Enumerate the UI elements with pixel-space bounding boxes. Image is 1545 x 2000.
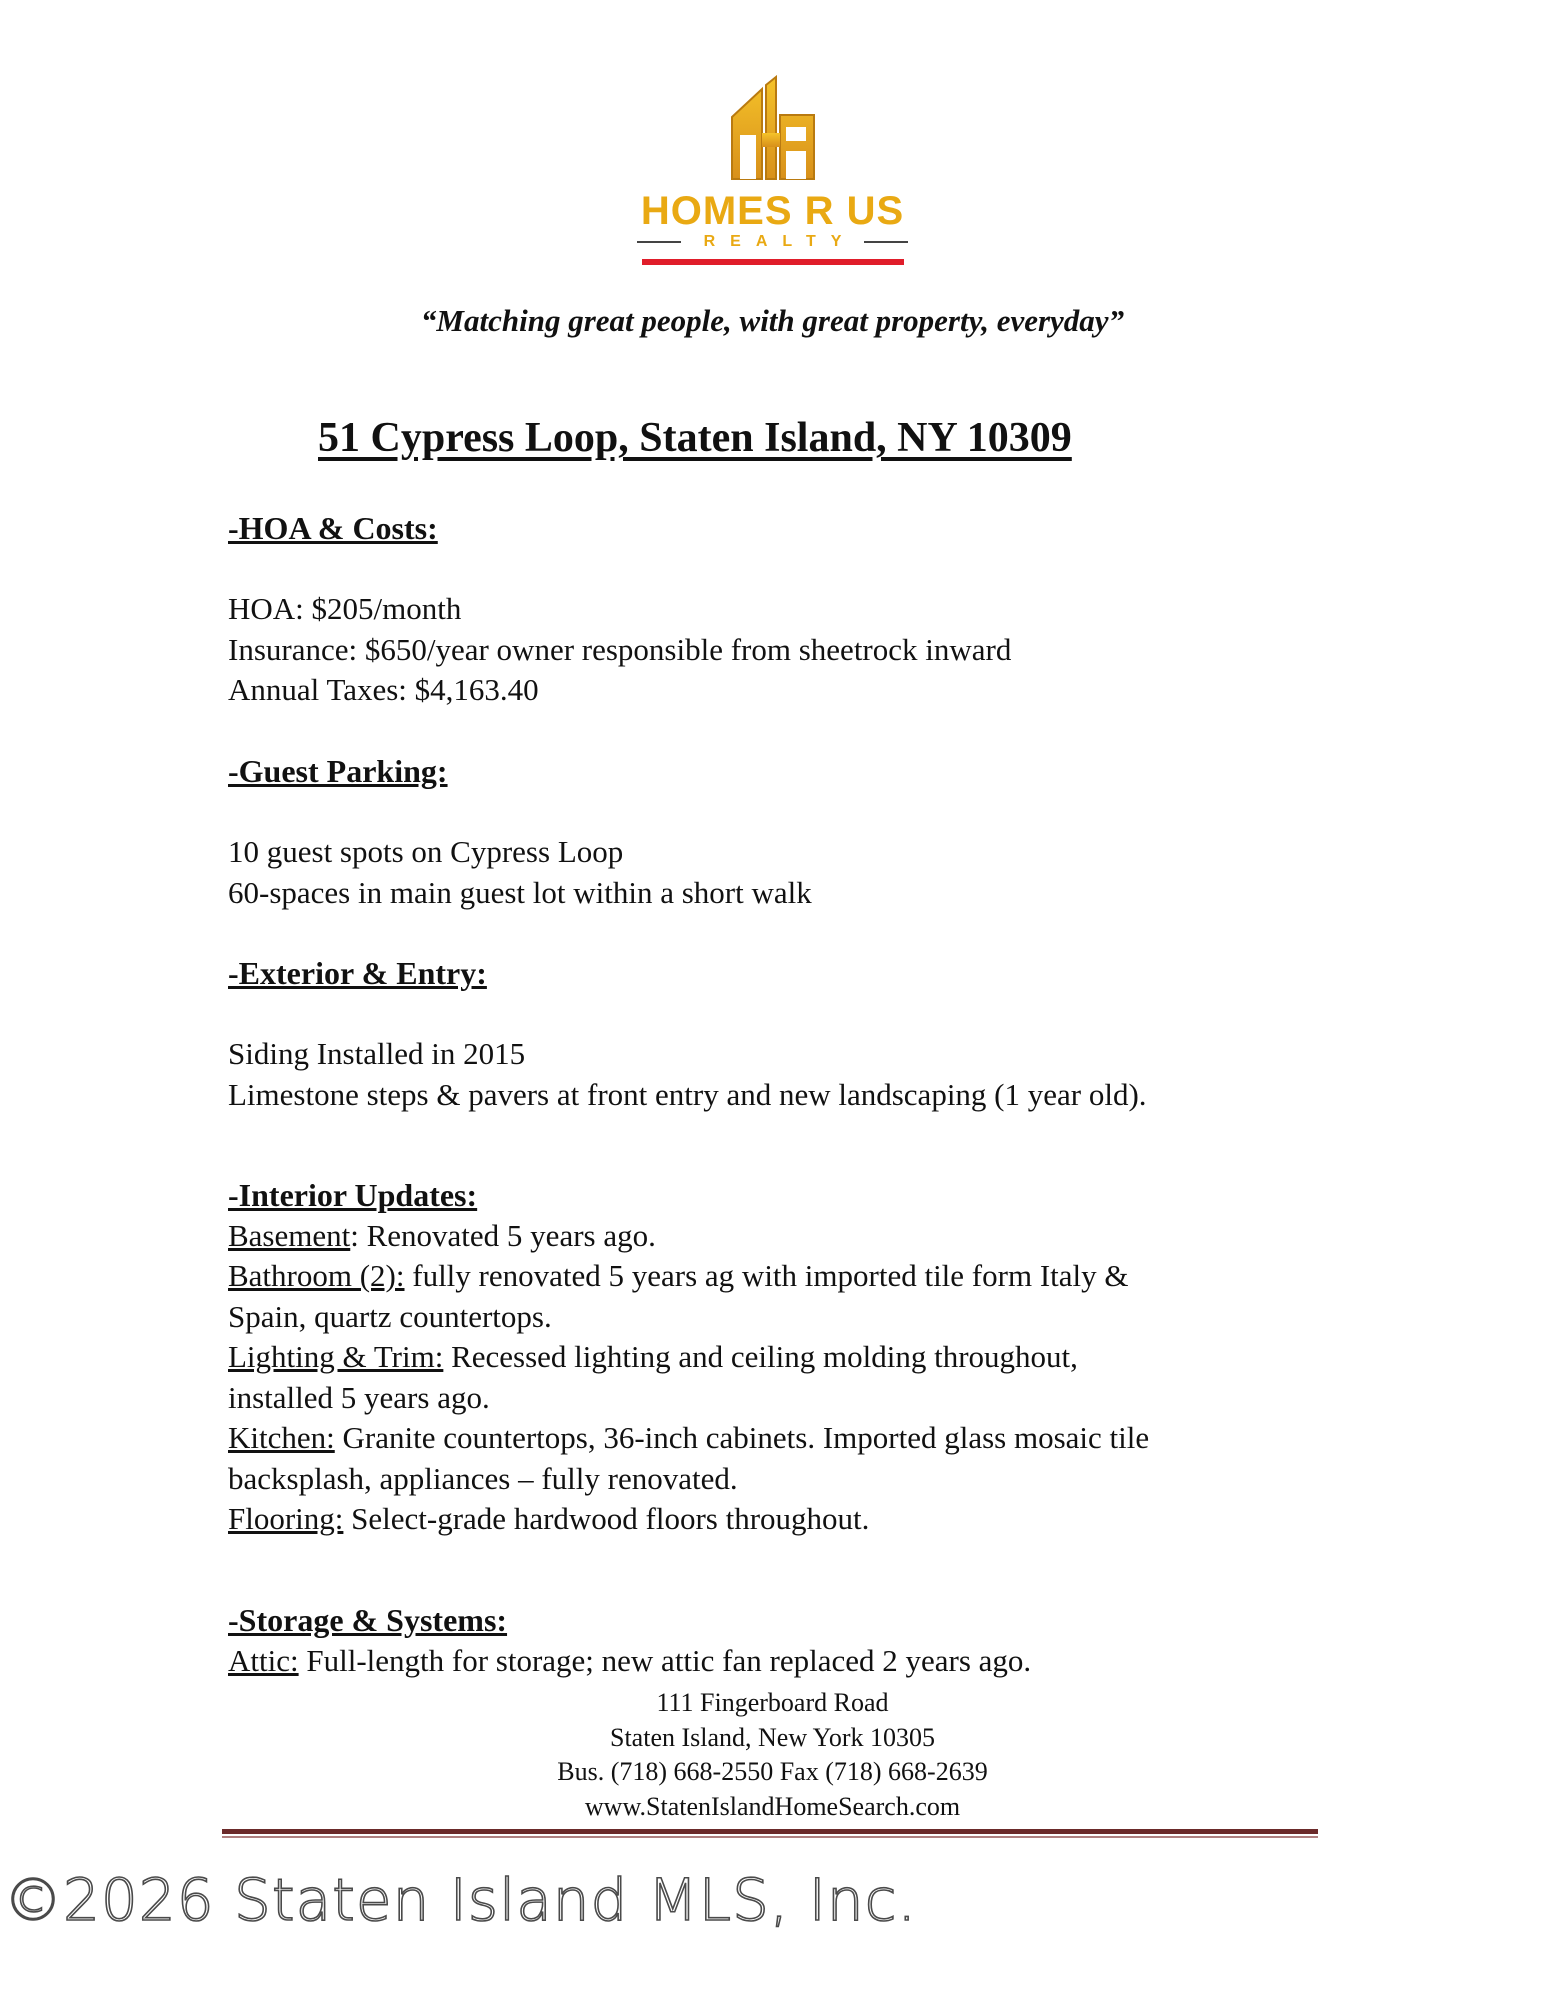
logo-sub-row	[0, 233, 1545, 251]
flooring-line	[228, 1499, 1149, 1540]
lighting-line-2: installed 5 years ago.	[228, 1379, 490, 1415]
insurance: Insurance: $650/year owner responsible from sheetrock inward	[228, 631, 1012, 667]
parking-section	[228, 751, 448, 792]
basement-text: : Renovated 5 years ago.	[350, 1217, 656, 1253]
logo-subtitle: REALTY	[703, 233, 857, 250]
logo-divider	[637, 241, 681, 243]
mls-watermark: ©2026 Staten Island MLS, Inc.	[4, 1866, 917, 1934]
attic-text: Full-length for storage; new attic fan replaced 2 years ago.	[298, 1642, 1032, 1678]
parking-lines	[228, 832, 812, 913]
bathroom-line	[228, 1256, 1149, 1297]
kitchen-line	[228, 1418, 1149, 1459]
footer-rule	[222, 1829, 1318, 1834]
basement-line	[228, 1216, 1149, 1257]
hoa-lines	[228, 589, 1011, 711]
limestone-steps: Limestone steps & pavers at front entry and new landscaping (1 year old).	[228, 1076, 1147, 1112]
footer-rule-thin	[222, 1836, 1318, 1838]
flooring-text: Select-grade hardwood floors throughout.	[343, 1501, 870, 1536]
attic-label: Attic:	[228, 1642, 299, 1678]
interior-section	[228, 1175, 1149, 1540]
property-address: 51 Cypress Loop, Staten Island, NY 10309	[318, 415, 1072, 461]
lighting-label: Lighting & Trim:	[228, 1339, 444, 1374]
kitchen-label: Kitchen:	[228, 1420, 335, 1455]
basement-label: Basement	[228, 1217, 351, 1253]
hoa-section	[228, 508, 438, 549]
footer-street: 111 Fingerboard Road	[656, 1688, 889, 1717]
company-logo	[0, 75, 1545, 265]
logo-company-name: HOMES R US	[640, 189, 905, 233]
footer-website: www.StatenIslandHomeSearch.com	[584, 1791, 961, 1821]
lighting-line	[228, 1337, 1149, 1378]
guest-lot: 60-spaces in main guest lot within a short walk	[228, 874, 812, 910]
office-footer	[0, 1686, 1545, 1824]
footer-city: Staten Island, New York 10305	[610, 1722, 935, 1752]
hoa-heading: -HOA & Costs:	[228, 510, 438, 546]
logo-divider	[864, 241, 908, 243]
siding: Siding Installed in 2015	[228, 1036, 526, 1071]
exterior-lines	[228, 1034, 1147, 1115]
interior-heading: -Interior Updates:	[228, 1177, 478, 1213]
house-logo-icon	[728, 75, 818, 185]
bathroom-label: Bathroom (2):	[228, 1258, 405, 1293]
attic-line	[228, 1641, 1031, 1682]
annual-taxes: Annual Taxes: $4,163.40	[228, 672, 539, 707]
bathroom-text: fully renovated 5 years ag with imported tile form Italy &	[404, 1258, 1129, 1293]
flooring-label: Flooring:	[228, 1501, 344, 1536]
exterior-heading: -Exterior & Entry:	[228, 955, 487, 991]
guest-spots: 10 guest spots on Cypress Loop	[228, 834, 624, 869]
kitchen-text: Granite countertops, 36-inch cabinets. Imported glass mosaic tile	[334, 1420, 1150, 1455]
lighting-text: Recessed lighting and ceiling molding throughout,	[443, 1339, 1078, 1374]
bathroom-line-2: Spain, quartz countertops.	[228, 1298, 552, 1334]
kitchen-line-2: backsplash, appliances – fully renovated.	[228, 1460, 738, 1496]
storage-section	[228, 1600, 1031, 1681]
footer-phones: Bus. (718) 668-2550 Fax (718) 668-2639	[557, 1757, 988, 1786]
hoa-fee: HOA: $205/month	[228, 591, 462, 626]
storage-heading: -Storage & Systems:	[228, 1602, 508, 1638]
logo-red-underline	[642, 259, 904, 265]
exterior-section	[228, 953, 487, 994]
tagline: “Matching great people, with great property, everyday”	[420, 303, 1125, 338]
parking-heading: -Guest Parking:	[228, 753, 448, 789]
